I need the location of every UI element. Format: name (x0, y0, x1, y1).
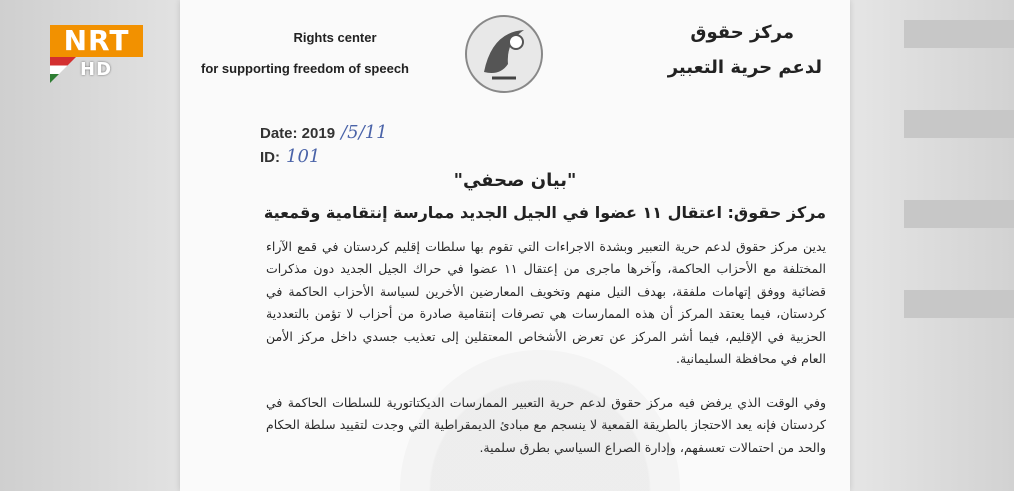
document-page (180, 0, 850, 491)
background-stripe (904, 290, 1014, 318)
date-field (260, 122, 388, 143)
arabic-header-line1: مركز حقوق (690, 22, 794, 43)
document-title: "بيان صحفي" (453, 170, 577, 191)
kurdistan-flag-icon (50, 57, 76, 83)
organization-logo-icon (462, 12, 546, 96)
channel-quality: HD (80, 59, 113, 80)
arabic-header (668, 22, 822, 78)
channel-brand: NRT (50, 25, 143, 57)
background-stripe (904, 110, 1014, 138)
background-stripe (904, 20, 1014, 48)
id-field (260, 146, 320, 167)
body-paragraph-2: وفي الوقت الذي يرفض فيه مركز حقوق لدعم حرية التعبير الممارسات الديكتاتورية للسلطات الحاكمة في كردستان فإنه يعد الاحتجاز بالطريقة القمعية لا ينسجم مع مبادئ الديمقراطية التي وجدت لتقييد سلطة الحكام والحد من احتمالات تعسفهم، وإدارة الصراع السياسي بطرق سلمية. (266, 395, 826, 455)
date-handwritten: /5/11 (341, 122, 388, 143)
english-header-line1: Rights center (293, 30, 377, 45)
body-paragraph-1: يدين مركز حقوق لدعم حرية التعبير وبشدة الاجراءات التي تقوم بها سلطات إقليم كردستان في قمع الآراء المختلفة مع الأحزاب الحاكمة، وآخرها ماجرى من إعتقال ١١ عضوا في حراك الجيل الجديد دون مذكرات قضائية ووفق إتهامات ملفقة، بهدف النيل منهم وتخويف المعارضين الأخرين لسياسة الأحزاب الحاكمة في كردستان، فيما يعتقد المركز أن هذه الممارسات هي تصرفات إنتقامية صادرة من أحزاب لا تؤمن بالتعددية الحزبية في الإقليم، فيما أشر المركز عن تعرض الأشخاص المعتقلين إلى تعذيب جسدي داخل مركز الأمن العام في محافظة السليمانية. (266, 239, 826, 367)
english-header (200, 30, 410, 76)
channel-logo (50, 25, 145, 87)
arabic-header-line2: لدعم حرية التعبير (667, 57, 822, 78)
id-label: ID: (260, 149, 280, 166)
background-right (844, 0, 1014, 491)
date-label: Date: 2019 (260, 125, 336, 142)
document-subtitle: مركز حقوق: اعتقال ١١ عضوا في الجيل الجديد ممارسة إنتقامية وقمعية (263, 203, 826, 222)
id-handwritten: 101 (286, 146, 321, 167)
background-stripe (904, 200, 1014, 228)
english-header-line2: for supporting freedom of speech (200, 61, 409, 76)
